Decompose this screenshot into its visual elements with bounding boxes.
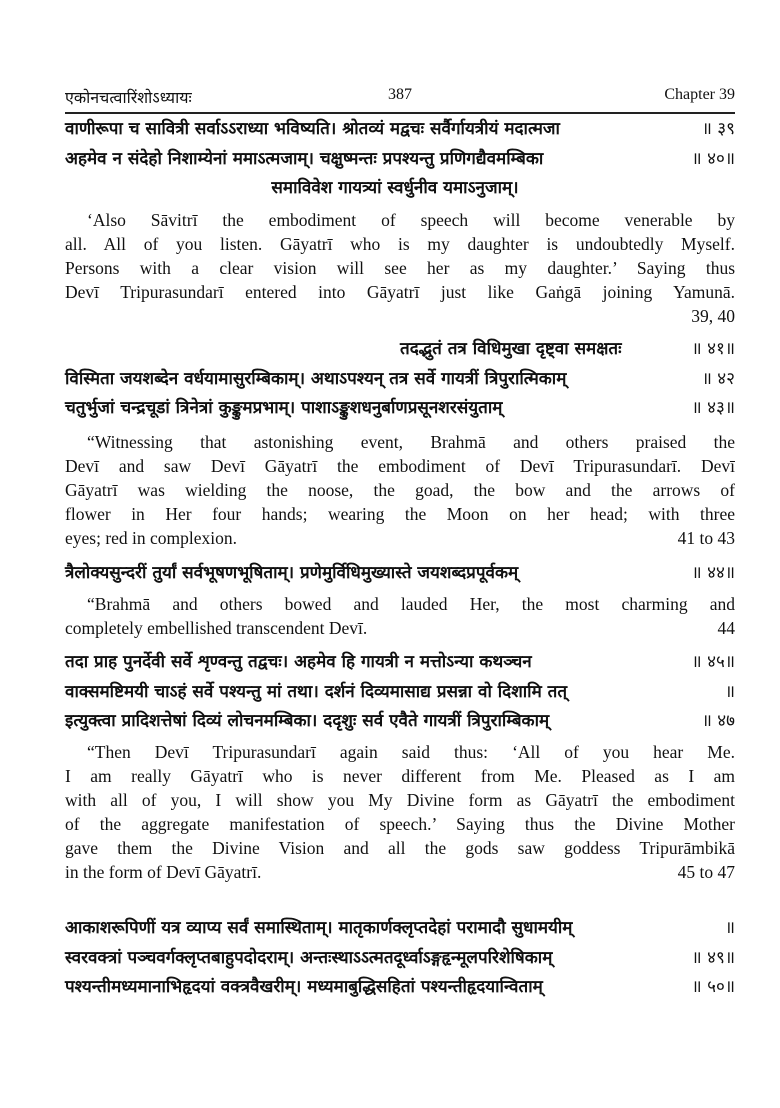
sanskrit-verse-line: [65, 679, 735, 709]
translation-text: of the aggregate manifestation of speech.’ Saying thus the Divine Mother: [65, 814, 735, 835]
translation-line: [65, 280, 735, 304]
verse-number: ॥: [724, 681, 735, 702]
translation-line: [65, 592, 735, 616]
verse-number: ॥ ४२: [701, 368, 735, 389]
translation-line: [65, 454, 735, 478]
verse-reference: 39, 40: [691, 306, 735, 327]
verse-text: चतुर्भुजां चन्द्रचूडां त्रिनेत्रां कुङ्कुमप्रभाम्। पाशाऽङ्कुशधनुर्बाणप्रसूनशरसंयुताम्: [65, 398, 503, 418]
translation-line: [65, 256, 735, 280]
verse-number: ॥ ५०॥: [691, 977, 735, 997]
verse-text: वाणीरूपा च सावित्री सर्वाऽऽराध्या भविष्यति। श्रोतव्यं मद्वचः सर्वैर्गायत्रीयं मदात्मजा: [65, 119, 560, 139]
verse-number: ॥ ४७: [701, 711, 735, 731]
sanskrit-verse-line: [65, 395, 735, 425]
sanskrit-verse-line: [65, 146, 735, 176]
verse-text: विस्मिता जयशब्देन वर्धयामासुरम्बिकाम्। अथाऽपश्यन् तत्र सर्वे गायत्रीं त्रिपुरात्मिकाम्: [65, 368, 567, 389]
translation-text: I am really Gāyatrī who is never different from Me. Pleased as I am: [65, 766, 735, 787]
translation-paragraph: [65, 740, 735, 885]
sanskrit-verse-line: [65, 560, 735, 590]
translation-text: gave them the Divine Vision and all the gods saw goddess Tripurāmbikā: [65, 838, 735, 859]
translation-line: [65, 208, 735, 232]
sanskrit-verse-line: [65, 649, 735, 679]
translation-text: eyes; red in complexion.: [65, 528, 238, 549]
verse-text: पश्यन्तीमध्यमानाभिहृदयां वक्त्रवैखरीम्। मध्यमाबुद्धिसहितां पश्यन्तीहृदयान्विताम्: [65, 977, 543, 997]
translation-paragraph: [65, 208, 735, 328]
translation-text: flower in Her four hands; wearing the Moon on her head; with three: [65, 504, 735, 525]
verse-reference: 44: [717, 618, 735, 639]
translation-text: all. All of you listen. Gāyatrī who is my daughter is undoubtedly Myself.: [65, 234, 735, 255]
verse-reference: 45 to 47: [677, 862, 735, 883]
verse-reference: 41 to 43: [677, 528, 735, 549]
verse-block: [65, 116, 735, 205]
translation-text: in the form of Devī Gāyatrī.: [65, 862, 262, 883]
verse-number: ॥: [724, 918, 735, 938]
verse-text: तदद्भुतं तत्र विधिमुखा दृष्ट्वा समक्षतः: [400, 339, 622, 359]
translation-text: completely embellished transcendent Devī.: [65, 618, 368, 639]
translation-line: [65, 764, 735, 788]
translation-line: [65, 836, 735, 860]
sanskrit-verse-line: [65, 974, 735, 1004]
translation-text: Devī and saw Devī Gāyatrī the embodiment of Devī Tripurasundarī. Devī: [65, 456, 735, 477]
verse-block: [65, 649, 735, 738]
sanskrit-verse-line: [65, 336, 735, 366]
translation-line: [65, 502, 735, 526]
translation-line: [65, 740, 735, 764]
verse-block: [65, 915, 735, 1004]
sanskrit-verse-line: [65, 116, 735, 146]
verse-block: [65, 336, 735, 425]
translation-line: [65, 812, 735, 836]
running-header: [65, 86, 735, 108]
translation-text: “Brahmā and others bowed and lauded Her, the most charming and: [87, 594, 735, 614]
verse-number: ॥ ४४॥: [691, 563, 735, 583]
translation-text: Devī Tripurasundarī entered into Gāyatrī just like Gaṅgā joining Yamunā.: [65, 282, 735, 303]
translation-text: Gāyatrī was wielding the noose, the goad, the bow and the arrows of: [65, 480, 735, 501]
header-chapter: Chapter 39: [664, 86, 735, 103]
verse-text: समाविवेश गायत्र्यां स्वर्धुनीव यमाऽनुजाम्।: [271, 178, 519, 198]
header-rule: [65, 112, 735, 114]
verse-text: त्रैलोक्यसुन्दरीं तुर्यां सर्वभूषणभूषिताम्। प्रणेमुर्विधिमुख्यास्ते जयशब्दप्रपूर्वकम्: [65, 563, 519, 583]
translation-line: [65, 788, 735, 812]
sanskrit-verse-line: [65, 175, 735, 205]
verse-number: ॥ ४०॥: [691, 148, 735, 169]
page-number: 387: [388, 86, 412, 103]
translation-line: [65, 526, 735, 550]
verse-number: ॥ ४५॥: [691, 652, 735, 672]
translation-text: “Then Devī Tripurasundarī again said thus: ‘All of you hear Me.: [87, 742, 735, 762]
translation-line: [65, 860, 735, 884]
verse-text: आकाशरूपिणीं यत्र व्याप्य सर्वं समास्थिताम्। मातृकार्णक्लृप्तदेहां परामादौ सुधामयीम्: [65, 918, 573, 938]
verse-number: ॥ ४९॥: [691, 947, 735, 968]
header-chapter-sanskrit: एकोनचत्वारिंशोऽध्यायः: [65, 90, 192, 107]
verse-text: इत्युक्त्वा प्रादिशत्तेषां दिव्यं लोचनमम्बिका। ददृशुः सर्व एवैते गायत्रीं त्रिपुराम्बिकाम्: [65, 711, 550, 731]
verse-text: स्वरवक्त्रां पञ्चवर्गक्लृप्तबाहुपदोदराम्। अन्तःस्थाऽऽत्मतदूर्ध्वाऽङ्गहृन्मूलपरिशेषिकाम्: [65, 947, 553, 968]
translation-text: ‘Also Sāvitrī the embodiment of speech will become venerable by: [87, 210, 735, 230]
translation-paragraph: [65, 430, 735, 550]
translation-line: [65, 616, 735, 640]
verse-block: [65, 560, 735, 590]
translation-text: “Witnessing that astonishing event, Brahmā and others praised the: [87, 432, 735, 452]
translation-paragraph: [65, 592, 735, 640]
verse-number: ॥ ३९: [701, 119, 735, 139]
verse-number: ॥ ४१॥: [691, 339, 735, 359]
sanskrit-verse-line: [65, 915, 735, 945]
verse-number: ॥ ४३॥: [691, 398, 735, 418]
translation-text: Persons with a clear vision will see her as my daughter.’ Saying thus: [65, 258, 735, 279]
verse-text: तदा प्राह पुनर्देवी सर्वे शृण्वन्तु तद्वचः। अहमेव हि गायत्री न मत्तोऽन्या कथञ्चन: [65, 652, 532, 672]
translation-line: [65, 232, 735, 256]
translation-line: [65, 478, 735, 502]
translation-line: [65, 430, 735, 454]
translation-text: with all of you, I will show you My Divine form as Gāyatrī the embodiment: [65, 790, 735, 811]
verse-text: अहमेव न संदेहो निशाम्येनां ममाऽत्मजाम्। चक्षुष्मन्तः प्रपश्यन्तु प्रणिगद्यैवमम्बिका: [65, 148, 544, 169]
sanskrit-verse-line: [65, 366, 735, 396]
sanskrit-verse-line: [65, 945, 735, 975]
verse-text: वाक्समष्टिमयी चाऽहं सर्वे पश्यन्तु मां तथा। दर्शनं दिव्यमासाद्य प्रसन्ना वो दिशामि तत्: [65, 681, 568, 702]
sanskrit-verse-line: [65, 708, 735, 738]
